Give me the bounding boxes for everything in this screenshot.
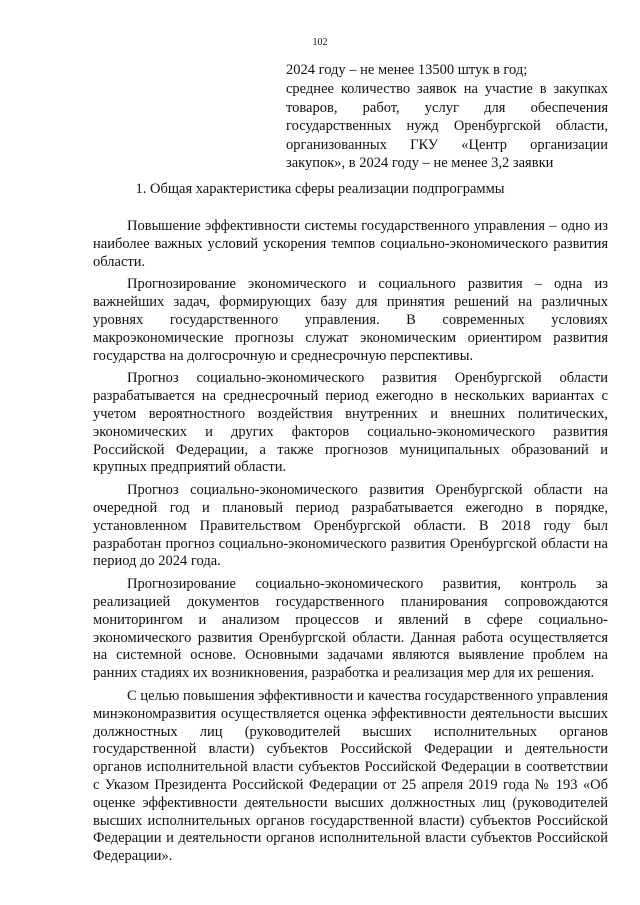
- page-number: 102: [312, 37, 328, 48]
- paragraph-6: С целью повышения эффективности и качества государственного управления минэкономразвития осуществляется оценка эффективности деятельности высших должностных лиц (руководителей высших исполнительных органов государственной власти) субъектов Российской Федерации и деятельности органов исполнительной власти субъектов Российской Федерации в соответствии с Указом Президента Российской Федерации от 25 апреля 2019 года № 193 «Об оценке эффективности деятельности высших должностных лиц (руководителей высших исполнительных органов государственной власти) субъектов Российской Федерации и деятельности органов исполнительной власти субъектов Российской Федерации».: [93, 687, 608, 865]
- paragraph-5: Прогнозирование социально-экономического развития, контроль за реализацией документов государственного планирования сопровождаются мониторингом и анализом процессов и явлений в сфере социально-экономического развития Оренбургской области. Данная работа осуществляется на системной основе. Основными задачами являются выявление проблем на ранних стадиях их возникновения, разработка и реализация мер для их решения.: [93, 576, 608, 682]
- body-text: [93, 218, 608, 871]
- paragraph-3: Прогноз социально-экономического развития Оренбургской области разрабатывается на среднесрочный период ежегодно в нескольких вариантах с учетом вероятностного воздействия внутренних и внешних политических, экономических и других факторов социально-экономического развития Российской Федерации, а также прогнозов муниципальных образований и крупных предприятий области.: [93, 370, 608, 476]
- indicator-line-2: среднее количество заявок на участие в закупках товаров, работ, услуг для обеспечения государственных нужд Оренбургской области, организованных ГКУ «Центр организации закупок», в 2024 году – не менее 3,2 заявки: [286, 81, 608, 171]
- paragraph-1: Повышение эффективности системы государственного управления – одно из наиболее важных условий ускорения темпов социально-экономического развития области.: [93, 218, 608, 270]
- paragraph-4: Прогноз социально-экономического развития Оренбургской области на очередной год и плановый период разрабатывается ежегодно в порядке, установленном Правительством Оренбургской области. В 2018 году был разработан прогноз социально-экономического развития Оренбургской области на период до 2024 года.: [93, 482, 608, 570]
- paragraph-2: Прогнозирование экономического и социального развития – одна из важнейших задач, формирующих базу для принятия решений на различных уровнях государственного управления. В современных условиях макроэкономические прогнозы служат экономическим ориентиром развития государства на долгосрочную и среднесрочную перспективы.: [93, 276, 608, 364]
- section-heading: 1. Общая характеристика сферы реализации подпрограммы: [135, 181, 505, 197]
- indicator-line-1: 2024 году – не менее 13500 штук в год;: [286, 62, 528, 78]
